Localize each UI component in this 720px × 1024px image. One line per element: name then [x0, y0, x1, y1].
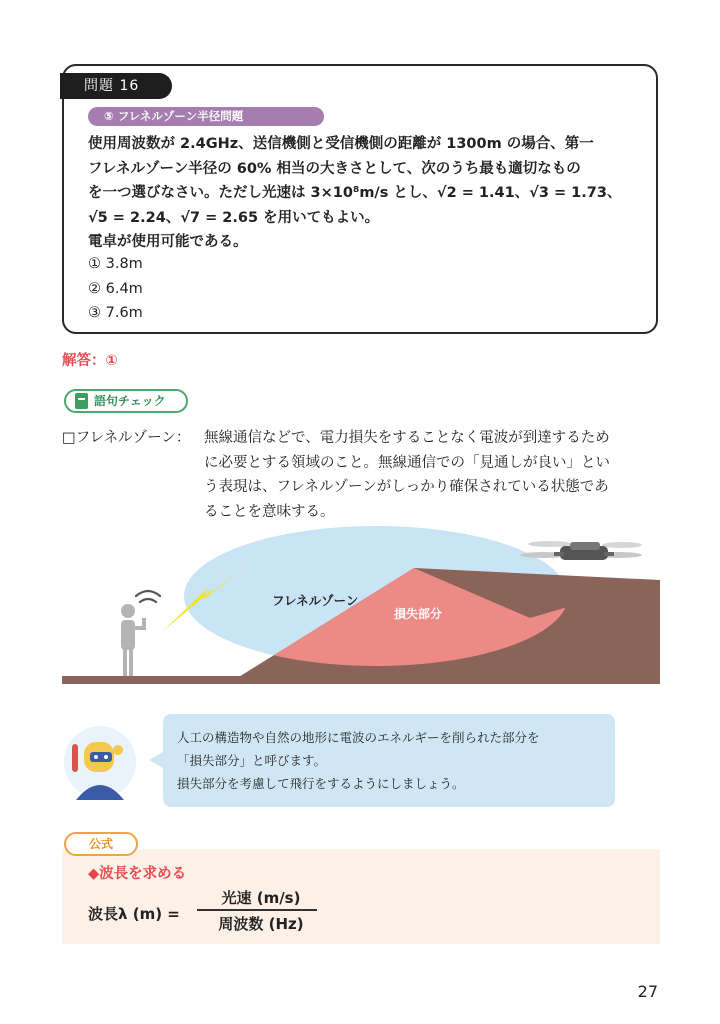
speech-text — [177, 726, 540, 795]
person-icon — [121, 604, 146, 676]
formula-badge: 公式 — [64, 832, 138, 856]
drone-icon — [520, 541, 642, 560]
ground — [62, 676, 660, 684]
question-text — [88, 132, 648, 255]
glossary-term: □フレネルゾーン： — [62, 430, 191, 446]
question-number-tab: 問題 16 — [60, 73, 172, 99]
speech-line: 損失部分を考慮して飛行をするようにしましょう。 — [177, 776, 465, 791]
fresnel-zone-illustration — [62, 518, 660, 688]
speech-line: 「損失部分」と呼びます。 — [177, 753, 327, 768]
question-line: を一つ選びなさい。ただし光速は 3×10⁸m/s とし、√2 = 1.41、√3 = 1.73、 — [88, 185, 622, 202]
question-line: √5 = 2.24、√7 = 2.65 を用いてもよい。 — [88, 209, 380, 226]
page-number: 27 — [637, 982, 658, 1001]
book-icon — [75, 393, 88, 409]
definition-line: う表現は、フレネルゾーンがしっかり確保されている状態であ — [204, 479, 609, 496]
choice-3: ③ 7.6m — [88, 305, 143, 322]
answer-choices — [88, 252, 143, 326]
formula-lhs: 波長λ (m) = — [88, 905, 180, 923]
formula-heading: ◆波長を求める — [88, 866, 187, 882]
glossary-badge-label: 語句チェック — [94, 394, 166, 408]
signal-waves-icon — [136, 591, 160, 602]
mascot-avatar — [62, 716, 138, 800]
definition-line: に必要とする領域のこと。無線通信での「見通しが良い」とい — [204, 454, 610, 471]
fresnel-zone-label: フレネルゾーン — [272, 593, 359, 608]
fraction-bar — [197, 909, 317, 911]
definition-line: 無線通信などで、電力損失をすることなく電波が到達するため — [204, 430, 610, 446]
speech-line: 人工の構造物や自然の地形に電波のエネルギーを削られた部分を — [177, 730, 540, 745]
answer-label: 解答：① — [62, 353, 118, 369]
definition-line: ることを意味する。 — [204, 503, 335, 520]
question-category-badge: ⑤ フレネルゾーン半径問題 — [88, 107, 324, 126]
question-line: 電卓が使用可能である。 — [88, 234, 248, 251]
choice-2: ② 6.4m — [88, 280, 143, 297]
formula-denominator: 周波数 (Hz) — [218, 915, 304, 933]
question-line: フレネルゾーン半径の 60% 相当の大きさとして、次のうち最も適切なもの — [88, 160, 581, 177]
question-line: 使用周波数が 2.4GHz、送信機側と受信機側の距離が 1300m の場合、第一 — [88, 136, 594, 152]
choice-1: ① 3.8m — [88, 256, 143, 272]
formula-numerator: 光速 (m/s) — [221, 889, 301, 907]
loss-part-label: 損失部分 — [394, 607, 443, 621]
speech-bubble — [163, 714, 615, 807]
glossary-badge — [64, 389, 188, 413]
glossary-definition — [204, 426, 664, 524]
